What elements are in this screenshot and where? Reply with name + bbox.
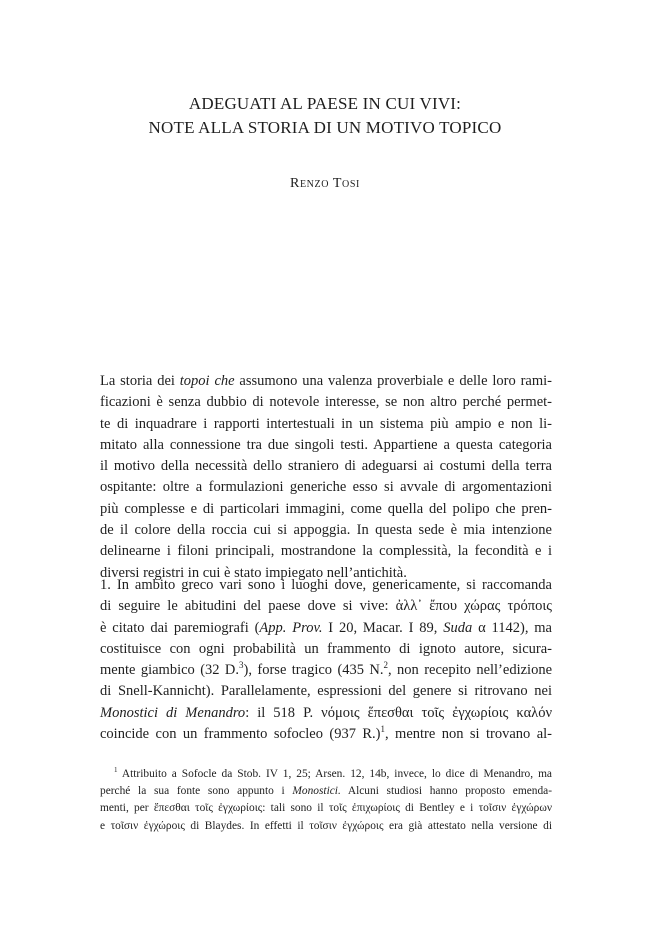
intro-paragraph bbox=[100, 371, 552, 584]
text-line: Monostici di Menandro: il 518 P. νόμοις ἕπεσθαι τοῖς ἐγχωρίοις καλόν bbox=[100, 704, 553, 721]
title-line-2: NOTE ALLA STORIA DI UN MOTIVO TOPICO bbox=[148, 118, 502, 137]
author-name: Renzo Tosi bbox=[290, 176, 360, 191]
footnote-reference: 1 bbox=[380, 724, 386, 735]
text-line: mitato alla connessione tra due singoli testi. Appartiene a questa categoria bbox=[100, 436, 552, 453]
text-line: costituisce con ogni probabilità un frammento di ignoto autore, sicura- bbox=[100, 640, 552, 657]
footnote-line: e τοῖσιν ἐγχώροις di Blaydes. In effetti il τοῖσιν ἐγχώροις era già attestato nella versione di bbox=[100, 819, 552, 832]
section-1-paragraph bbox=[100, 575, 552, 745]
title-line-1: ADEGUATI AL PAESE IN CUI VIVI: bbox=[188, 94, 462, 113]
article-title bbox=[0, 92, 650, 140]
footnote-line: menti, per ἕπεσθαι τοῖς ἐγχωρίοις: tali sono il τοῖς ἐπιχωρίοις di Bentley e i τοῖσιν ἐγχώρων bbox=[100, 802, 552, 815]
text-line: coincide con un frammento sofocleo (937 R.)$^1$, mentre non si trovano al- bbox=[100, 724, 553, 743]
text-line: il motivo della necessità dello straniero di adeguarsi ai costumi della terra bbox=[100, 458, 552, 475]
text-line: delinearne i filoni principali, mostrandone la complessità, la fecondità e i bbox=[100, 543, 552, 560]
footnote-line: perché la sua fonte sono appunto i Monostici. Alcuni studiosi hanno proposto emenda- bbox=[100, 785, 552, 798]
text-line: ospitante: oltre a formulazioni generiche esso si avvale di argomentazioni bbox=[100, 479, 552, 496]
footnote-marker: 1 bbox=[114, 766, 118, 775]
text-line: più complesse e di particolari immagini, come quella del polipo che pren- bbox=[100, 500, 552, 517]
text-line: di seguire le abitudini del paese dove si vive: ἀλλ᾽ ἔπου χώρας τρόποις bbox=[100, 598, 552, 615]
text-line: mente giambico (32 D.$^3$), forse tragico (435 N.$^2$, non recepito nell’edizione bbox=[100, 660, 552, 679]
text-line: 1. In ambito greco vari sono i luoghi dove, genericamente, si raccomanda bbox=[100, 577, 552, 593]
text-line: te di inquadrare i rapporti intertestuali in un sistema più ampio e non li- bbox=[100, 415, 552, 432]
footnote-line: $^1$ Attribuito a Sofocle da Stob. IV 1, 25; Arsen. 12, 14b, invece, lo dice di Menandro, ma bbox=[114, 766, 552, 780]
text-line: è citato dai paremiografi (App. Prov. I 20, Macar. I 89, Suda α 1142), ma bbox=[100, 619, 552, 636]
text-line: de il colore della roccia cui si appoggia. In questa sede è mia intenzione bbox=[100, 522, 552, 539]
footnote bbox=[100, 766, 552, 835]
text-line: ficazioni è senza dubbio di notevole interesse, se non altro perché permet- bbox=[100, 394, 552, 411]
text-line: La storia dei topoi che assumono una valenza proverbiale e delle loro rami- bbox=[100, 373, 552, 389]
text-line: di Snell-Kannicht). Parallelamente, espressioni del genere si ritrovano nei bbox=[100, 683, 552, 700]
text-line: diversi registri in cui è stato impiegato nell’antichità. bbox=[100, 564, 407, 581]
